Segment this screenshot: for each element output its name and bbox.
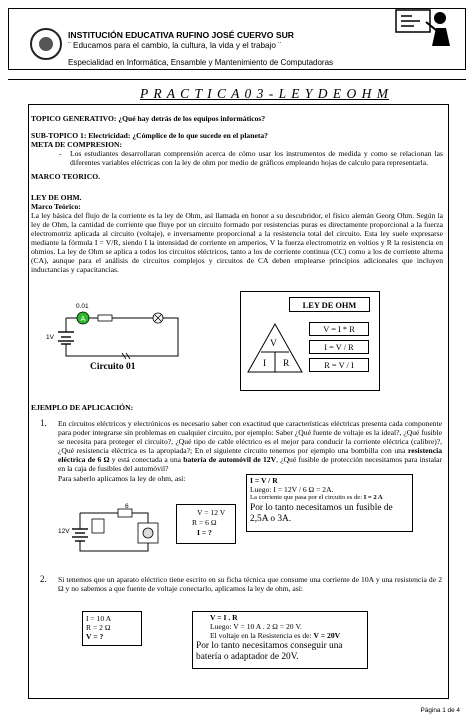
specialty: Especialidad en Informática, Ensamble y Mantenimiento de Computadoras: [68, 58, 334, 67]
solution-1-conclusion: Por lo tanto necesitamos un fusible de 2,5A o 3A.: [250, 503, 393, 524]
formula-v: V = I * R: [309, 322, 369, 336]
solution-2-formula: V = I . R: [210, 613, 238, 622]
solution-2-line2: El voltaje en la Resistencia es de: V = 20V: [210, 631, 341, 640]
solution-2-conclusion: Por lo tanto necesitamos conseguir una batería o adaptador de 20V.: [196, 641, 343, 662]
meter-reading: 0.01: [76, 303, 89, 310]
solution-1-formula: I = V / R: [250, 476, 278, 485]
given-r: R = 6 Ω: [192, 518, 217, 527]
svg-text:A: A: [80, 316, 86, 323]
example-heading: EJEMPLO DE APLICACIÓN:: [31, 403, 134, 412]
triangle-r: R: [283, 359, 290, 369]
example-1-circuit: [56, 499, 176, 559]
given2-i: I = 10 A: [86, 614, 112, 623]
example-1-text: En circuitos eléctricos y electrónicos es necesario saber con exactitud que características eléctricas presenta cada componente para poder integrarse sin problemas en cualquier circuito, por ejemplo: Saber ¿Qué fuente de voltaje es la ideal?, ¿Qué fusible se necesita para proteger el circuito?, ¿Qué tipo de cable eléctrico es el mejor para conducir la corriente eléctrica (calibre)?, ¿Qué resistencia eléctrica es la apropiada?; En el siguiente circuito tenemos por ejemplo una bombilla con una resistencia eléctrica de 6 Ω y está conectada a una batería de automóvil de 12V, ¿Qué fusible de protección necesitamos para instalar en la caja de fusibles del automóvil?: [58, 419, 442, 473]
solution-2-line1: Luego: V = 10 A . 2 Ω = 20 V.: [210, 622, 302, 631]
battery-label: 12V: [58, 528, 70, 535]
example-2-number: 2.: [40, 574, 47, 584]
subtopic: SUB-TOPICO 1: Electricidad: ¿Cómplice de lo que sucede en el planeta?: [31, 131, 268, 140]
content-frame: [28, 104, 449, 699]
solution-1-line2: La corriente que pasa por el circuito es de: I = 2 A: [250, 494, 383, 501]
given2-r: R = 2 Ω: [86, 623, 111, 632]
theory-heading: MARCO TEORICO.: [31, 172, 101, 181]
circuit-01-caption: Circuito 01: [90, 362, 136, 372]
motto: ¨ Educamos para el cambio, la cultura, la vida y el trabajo ¨: [68, 41, 281, 50]
formula-i: I = V / R: [309, 340, 369, 354]
triangle-v: V: [270, 339, 277, 349]
teacher-clipart-icon: [392, 8, 454, 48]
page-number: Página 1 de 4: [420, 707, 460, 714]
goal-text: Los estudiantes desarrollaran comprensión acerca de cómo usar los instrumentos de medida y como se relacionan las diferentes variables eléctricas con la ley de ohm por medio de gráficos empleando hojas de calculo para representarla.: [70, 149, 443, 167]
school-logo: [30, 28, 62, 60]
given-v: V = 12 V: [197, 508, 226, 517]
given2-v: V = ?: [86, 632, 104, 641]
goal-dash: -: [59, 149, 62, 158]
law-heading: LEY DE OHM.: [31, 193, 82, 202]
example-2-text: Si tenemos que un aparato eléctrico tiene escrito en su ficha técnica que consume una corriente de 10A y una resistencia de 2 Ω y no sabemos a que fuente de voltaje conectarlo, aplicamos la ley de ohm, así:: [58, 575, 442, 593]
example-1-number: 1.: [40, 418, 47, 428]
theory-paragraph: La ley básica del flujo de la corriente es la ley de Ohm, así llamada en honor a su descubridor, el físico alemán Georg Ohm. Según la ley de Ohm, la cantidad de corriente que fluye por un circuito formado por resistencias puras es directamente proporcional a la fuerza electromotriz aplicada al circuito (voltaje), e inversamente proporcional a la resistencia total del circuito. Esta ley suele expresarse mediante la fórmula I = V/R, siendo I la intensidad de corriente en amperios, V la fuerza electromotriz en voltios y R la resistencia en ohmios. La ley de Ohm se aplica a todos los circuitos eléctricos, tanto a los de corriente continua (CC) como a los de corriente alterna (CA), aunque para el análisis de circuitos complejos y circuitos de CA deben emplearse principios adicionales que incluyen inductancias y capacitancias.: [31, 211, 443, 274]
generative-topic: TOPICO GENERATIVO: ¿Qué hay detrás de los equipos informáticos?: [31, 114, 266, 123]
given-i: I = ?: [197, 528, 212, 537]
header-divider: [8, 79, 466, 80]
resistor-label: 6: [125, 503, 129, 510]
ohm-law-title: LEY DE OHM: [289, 297, 370, 312]
practice-title: P R A C T I C A 0 3 - L E Y D E O H M: [140, 86, 390, 101]
example-1-apply: Para saberlo aplicamos la ley de ohm, así:: [58, 474, 186, 483]
formula-r: R = V / I: [309, 358, 369, 372]
solution-1-line1: Luego: I = 12V / 6 Ω = 2A.: [250, 485, 334, 494]
circuit-01-diagram: [40, 300, 190, 370]
triangle-i: I: [263, 359, 267, 369]
goal-heading: META DE COMPRESION:: [31, 140, 122, 149]
framework-label: Marco Teórico:: [31, 202, 81, 211]
source-voltage-label: 1V: [46, 334, 54, 341]
institution-name: INSTITUCIÓN EDUCATIVA RUFINO JOSÉ CUERVO SUR: [68, 30, 295, 40]
